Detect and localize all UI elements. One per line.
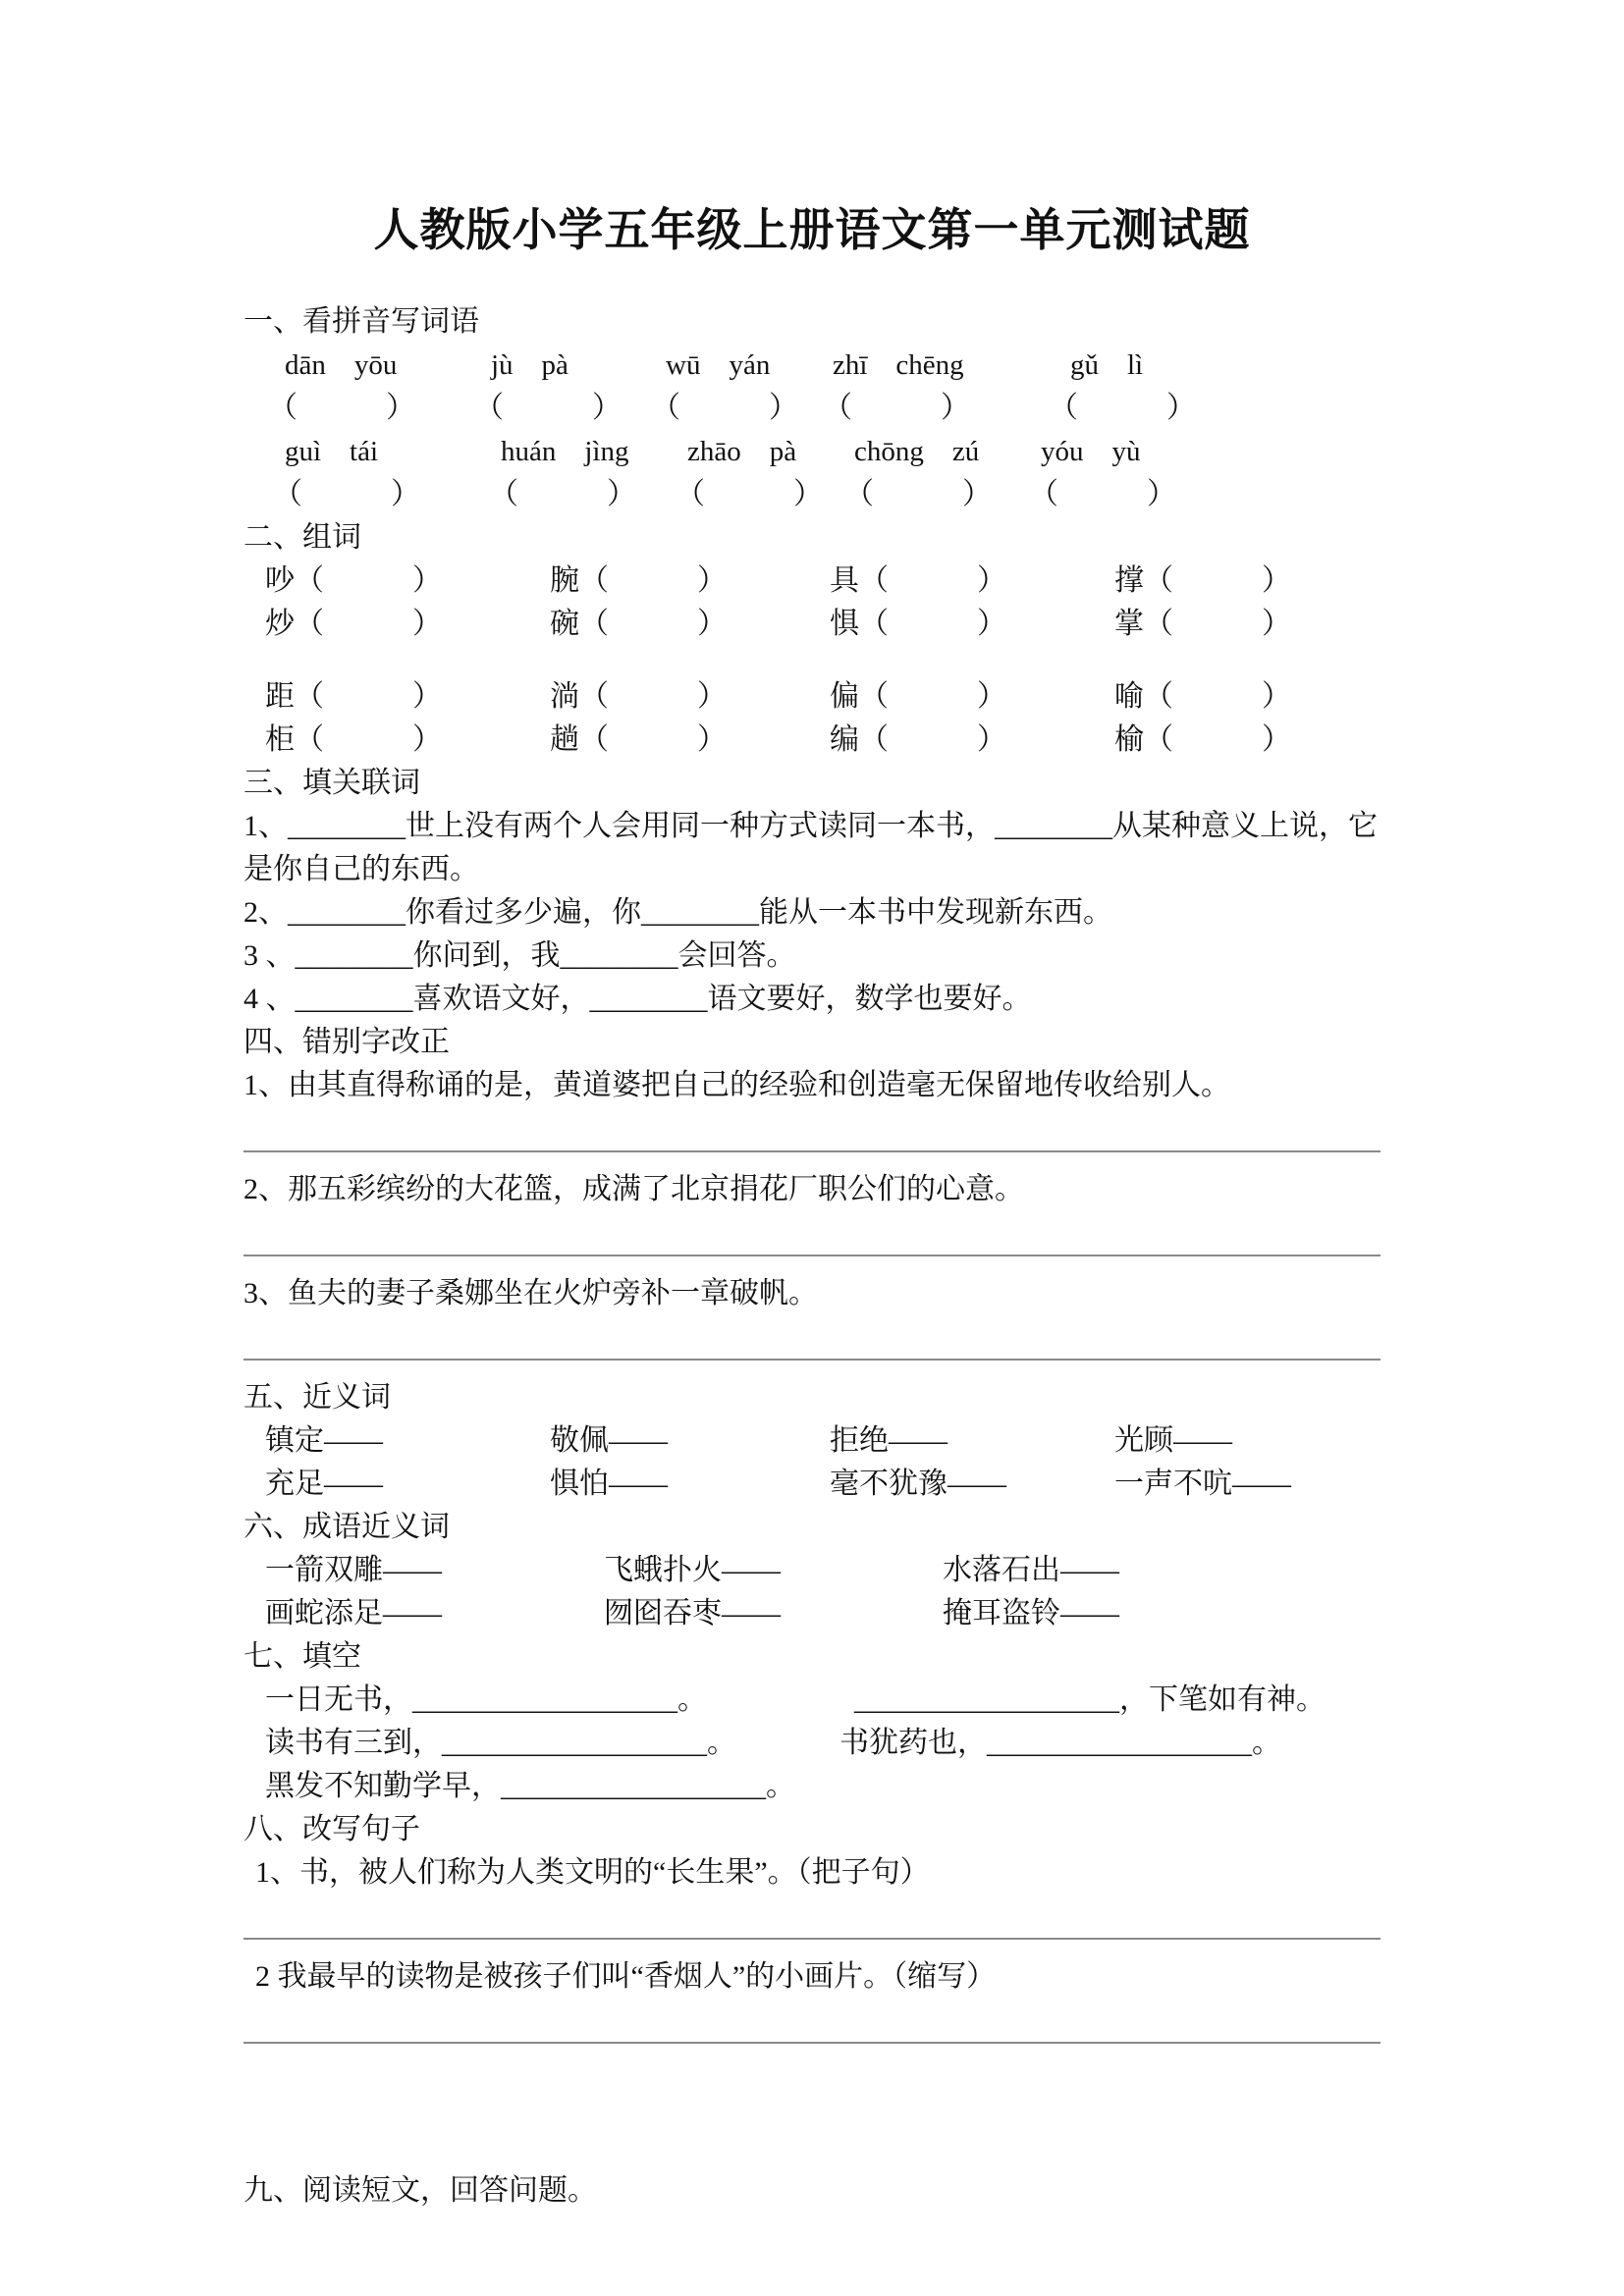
answer-bracket: （ ） [1049, 392, 1196, 424]
section-9-heading: 九、阅读短文，回答问题。 [244, 2174, 597, 2207]
answer-bracket: （ ） [273, 478, 420, 510]
idiom-row [244, 1549, 1380, 1592]
word-row [244, 560, 1380, 603]
word-cell: 趟（ ） [550, 723, 727, 756]
answer-bracket: （ ） [1029, 478, 1176, 510]
sentence: 4 、________喜欢语文好，________语文要好，数学也要好。 [244, 983, 1032, 1015]
word-row [244, 603, 1380, 646]
sentence: 1、________世上没有两个人会用同一种方式读同一本书，________从某种意义上说，它是你自己的东西。 [244, 810, 1378, 885]
pinyin-item: guì tái [285, 436, 379, 467]
answer-bracket: （ ） [489, 478, 636, 510]
idiom-cell: 一箭双雕—— [265, 1554, 442, 1586]
section-reading [244, 2169, 1380, 2213]
idiom-cell: 飞蛾扑火—— [604, 1554, 781, 1586]
sentence: 2 我最早的读物是被孩子们叫“香烟人”的小画片。（缩写） [255, 1960, 997, 1993]
synonym-row [244, 1419, 1380, 1463]
pinyin-item: zhī chēng [833, 349, 964, 381]
section-5-heading: 五、近义词 [244, 1381, 391, 1414]
page-title: 人教版小学五年级上册语文第一单元测试题 [373, 204, 1251, 255]
word-cell: 炒（ ） [265, 608, 442, 640]
quote-row [244, 1765, 1380, 1808]
word-cell: 腕（ ） [550, 564, 727, 597]
synonym-cell: 一声不吭—— [1114, 1468, 1291, 1500]
sentence: 3、鱼夫的妻子桑娜坐在火炉旁补一章破帆。 [244, 1277, 818, 1309]
section-4-heading: 四、错别字改正 [244, 1026, 450, 1058]
synonym-row [244, 1463, 1380, 1506]
quote-cell: __________________，下笔如有神。 [854, 1683, 1326, 1716]
idiom-cell: 画蛇添足—— [265, 1597, 442, 1629]
word-cell: 碗（ ） [550, 608, 727, 640]
quote-cell: 读书有三到，__________________。 [265, 1727, 736, 1759]
pinyin-item: chōng zú [854, 436, 980, 467]
answer-bracket: （ ） [823, 392, 970, 424]
idiom-row [244, 1592, 1380, 1635]
answer-bracket: （ ） [676, 478, 823, 510]
quote-cell: 书犹药也，__________________。 [839, 1727, 1281, 1759]
word-cell: 距（ ） [265, 680, 442, 713]
section-1-heading: 一、看拼音写词语 [244, 305, 479, 338]
idiom-cell: 囫囵吞枣—— [604, 1597, 781, 1629]
sentence: 3 、________你问到，我________会回答。 [244, 939, 796, 972]
pinyin-item: gǔ lì [1070, 349, 1144, 381]
word-cell: 具（ ） [830, 564, 1006, 597]
sentence: 2、那五彩缤纷的大花篮，成满了北京捐花厂职公们的心意。 [244, 1173, 1024, 1205]
word-cell: 吵（ ） [265, 564, 442, 597]
synonym-cell: 拒绝—— [830, 1424, 947, 1457]
answer-line [244, 1211, 1380, 1256]
pinyin-row-1 [244, 344, 1380, 387]
section-2-heading: 二、组词 [244, 521, 361, 554]
section-conjunctions [244, 762, 1380, 1021]
section-rewrite-sentences [244, 1808, 1380, 2044]
word-row [244, 675, 1380, 719]
sentence: 1、由其直得称诵的是，黄道婆把自己的经验和创造毫无保留地传收给别人。 [244, 1069, 1230, 1101]
word-cell: 撑（ ） [1114, 564, 1291, 597]
pinyin-item: jù pà [491, 349, 568, 381]
pinyin-item: dān yōu [285, 349, 398, 381]
answer-line [244, 1107, 1380, 1152]
word-cell: 柜（ ） [265, 723, 442, 756]
answer-line [244, 1315, 1380, 1361]
answer-bracket: （ ） [651, 392, 798, 424]
section-idiom-synonyms [244, 1506, 1380, 1635]
quote-row [244, 1722, 1380, 1765]
answer-line [244, 1895, 1380, 1940]
word-cell: 编（ ） [830, 723, 1006, 756]
pinyin-item: zhāo pà [687, 436, 797, 467]
section-typo-correction [244, 1021, 1380, 1361]
synonym-cell: 惧怕—— [550, 1468, 668, 1500]
synonym-cell: 毫不犹豫—— [830, 1468, 1006, 1500]
word-cell: 淌（ ） [550, 680, 727, 713]
synonym-cell: 镇定—— [265, 1424, 383, 1457]
word-cell: 惧（ ） [830, 608, 1006, 640]
pinyin-item: yóu yù [1041, 436, 1141, 467]
pinyin-item: wū yán [666, 349, 771, 381]
section-8-heading: 八、改写句子 [244, 1813, 420, 1845]
quote-cell: 一日无书，__________________。 [265, 1683, 707, 1716]
word-row [244, 719, 1380, 762]
sentence: 1、书，被人们称为人类文明的“长生果”。（把子句） [255, 1856, 930, 1889]
section-6-heading: 六、成语近义词 [244, 1511, 450, 1543]
word-cell: 掌（ ） [1114, 608, 1291, 640]
section-fill-quotes [244, 1635, 1380, 1808]
quote-cell: 黑发不知勤学早，__________________。 [265, 1770, 795, 1802]
answer-bracket: （ ） [268, 392, 415, 424]
section-synonyms [244, 1376, 1380, 1506]
section-7-heading: 七、填空 [244, 1640, 361, 1673]
sentence: 2、________你看过多少遍，你________能从一本书中发现新东西。 [244, 896, 1112, 929]
word-cell: 喻（ ） [1114, 680, 1291, 713]
synonym-cell: 光顾—— [1114, 1424, 1232, 1457]
pinyin-item: huán jìng [501, 436, 629, 467]
word-cell: 偏（ ） [830, 680, 1006, 713]
bracket-row-1 [244, 387, 1380, 430]
idiom-cell: 水落石出—— [943, 1554, 1119, 1586]
idiom-cell: 掩耳盗铃—— [943, 1597, 1119, 1629]
pinyin-row-2 [244, 430, 1380, 473]
section-word-building [244, 516, 1380, 762]
answer-bracket: （ ） [844, 478, 992, 510]
answer-line [244, 1999, 1380, 2044]
synonym-cell: 充足—— [265, 1468, 383, 1500]
word-cell: 榆（ ） [1114, 723, 1291, 756]
answer-bracket: （ ） [474, 392, 622, 424]
quote-row [244, 1679, 1380, 1722]
synonym-cell: 敬佩—— [550, 1424, 668, 1457]
section-pinyin-words [244, 300, 1380, 516]
section-3-heading: 三、填关联词 [244, 767, 420, 799]
bracket-row-2 [244, 473, 1380, 516]
